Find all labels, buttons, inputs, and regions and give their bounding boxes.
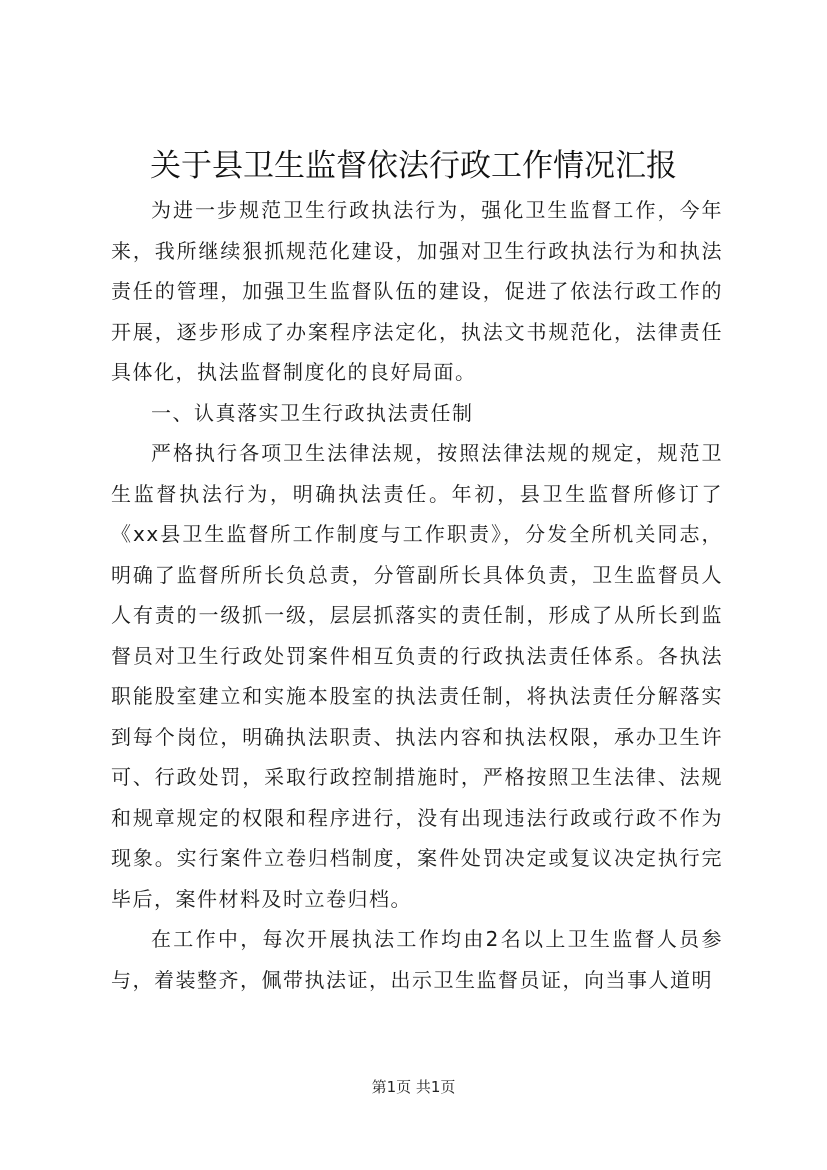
document-body [111,190,723,1000]
document-title: 关于县卫生监督依法行政工作情况汇报 [150,148,677,184]
paragraph-intro: 为进一步规范卫生行政执法行为，强化卫生监督工作，今年来，我所继续狠抓规范化建设，加强对卫生行政执法行为和执法责任的管理，加强卫生监督队伍的建设，促进了依法行政工作的开展，逐步形成了办案程序法定化，执法文书规范化，法律责任具体化，执法监督制度化的良好局面。 [111,198,723,384]
page-footer: 第1页 共1页 [371,1078,456,1096]
paragraph-work-practice: 在工作中，每次开展执法工作均由2名以上卫生监督人员参与，着装整齐，佩带执法证，出示卫生监督员证，向当事人道明 [111,927,723,992]
section-heading-1: 一、认真落实卫生行政执法责任制 [151,400,474,425]
paragraph-responsibility: 严格执行各项卫生法律法规，按照法律法规的规定，规范卫生监督执法行为，明确执法责任。年初，县卫生监督所修订了《xx县卫生监督所工作制度与工作职责》，分发全所机关同志，明确了监督所所长负总责，分管副所长具体负责，卫生监督员人人有责的一级抓一级，层层抓落实的责任制，形成了从所长到监督员对卫生行政处罚案件相互负责的行政执法责任体系。各执法职能股室建立和实施本股室的执法责任制，将执法责任分解落实到每个岗位，明确执法职责、执法内容和执法权限，承办卫生许可、行政处罚，采取行政控制措施时，严格按照卫生法律、法规和规章规定的权限和程序进行，没有出现违法行政或行政不作为现象。实行案件立卷归档制度，案件处罚决定或复议决定执行完毕后，案件材料及时立卷归档。 [111,441,723,911]
